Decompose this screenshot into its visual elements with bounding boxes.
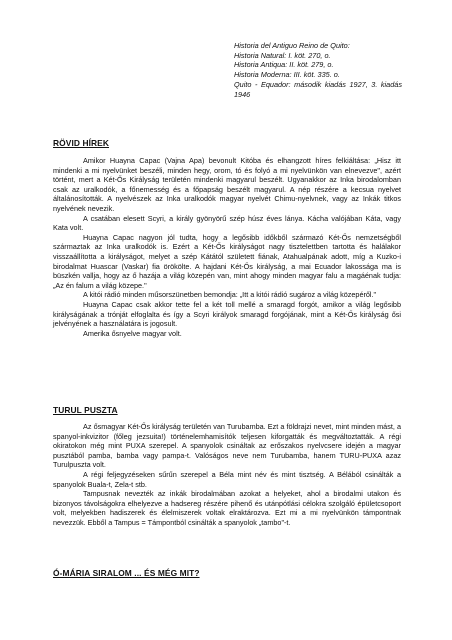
section-body-rovid-hirek [53, 156, 401, 338]
reference-line: Historia del Antiguo Reino de Quito: [234, 41, 350, 50]
section-heading-turul-puszta: TURUL PUSZTA [53, 405, 118, 415]
paragraph: Huayna Capac csak akkor tette fel a két toll mellé a smaragd forgót, amikor a világ legősibb királyságának a trónját elfoglalta és így a Scyri királyok smaragd forgójának, mint a Két-Ős királyság ősi jelvényének a használatára is jogosult. [53, 299, 401, 329]
paragraph: A csatában elesett Scyri, a király gyönyörű szép húsz éves lánya. Kácha valójában Káta, vagy Kata volt. [53, 213, 401, 233]
section-heading-rovid-hirek: RÖVID HÍREK [53, 138, 110, 148]
bibliography-references [234, 41, 402, 99]
paragraph: A régi feljegyzéseken sűrűn szerepel a Béla mint név és mint tisztség. A Bélából csinálták a spanyolok Buala-t, Zela-t stb. [53, 469, 401, 489]
paragraph: A kitói rádió minden műsorszünetben bemondja: „Itt a kitói rádió sugároz a világ közepéről." [83, 290, 377, 300]
reference-line: Quito - Equador: második kiadás 1927, 3. kiadás 1946 [234, 79, 402, 99]
section-heading-o-maria-siralom: Ó-MÁRIA SIRALOM ... ÉS MÉG MIT? [53, 568, 200, 578]
paragraph: Amikor Huayna Capac (Vajna Apa) bevonult Kitóba és elhangzott híres felkiáltása: „Hisz itt mindenki a mi nyelvünket beszéli, minden hegy, orom, tó és folyó a mi nyelvünkön van elnevezve", azért történt, mert a Két-Ős Királyság területén mindenki magyarul beszélt. Ugyanakkor az Inka birodalomban csak az uralkodók, a főnemesség és a főpapság beszélt magyarul. A nép részére a kecsua nyelvet általánosították. A nyelvészek az Inka uralkodók magyar nyelvét Chimu-nyelvnek, vagy az Inkák titkos nyelvének nevezik. [53, 156, 401, 213]
reference-line: Historia Moderna: III. köt. 335. o. [234, 70, 340, 80]
reference-line: Historia Antiqua: II. köt. 279, o. [234, 60, 334, 70]
section-body-turul-puszta [53, 422, 401, 528]
paragraph: Tampusnak nevezték az inkák birodalmában azokat a helyeket, ahol a birodalmi utakon és bizonyos távolságokra elhelyezve a hadsereg részére pihenő és utánpótlási célokra szolgáló épületcsoport volt, melyekben hadiszerek és élelmiszerek voltak elraktározva. Ezt mi a mi nyelvünkön támpontnak nevezzük. Ebből a Tampus = Támpontból csinálták a spanyolok „tambo"-t. [53, 489, 401, 527]
paragraph: Amerika ősnyelve magyar volt. [83, 328, 182, 338]
paragraph: Huayna Capac nagyon jól tudta, hogy a legősibb időkből származó Két-Ős nemzetségből származtak az Inka uralkodók is. Ezért a Két-Ős királyságot nagy tisztelettben tartotta és halálakor visszaállította a királyságot, melyet a szép Kátától született fiának, Atahualpának adott, míg a Kuzko-i birodalmat Huascar (Vaskar) fia örökölte. A hajdani Két-Ős királyság, a mai Ecuador lakossága ma is büszkén vallja, hogy az ő hazája a világ közepén van, mint ahogy minden magyar falu a magáénak tudja: „Az én falum a világ közepe." [53, 232, 401, 290]
reference-line: Historia Natural: I. köt. 270, o. [234, 50, 331, 60]
paragraph: Az ősmagyar Két-Ős királyság területén van Turubamba. Ezt a földrajzi nevet, mint minden mást, a spanyol-inkvizitor (főleg jezsuita!) történelemhamisítók teljesen kiforgatták és megváltoztatták. A régi okiratokon még mint PUXA szerepel. A spanyolok csináltak az erőszakos nyelvcsere idején a magyar pusztából pamba, bamba vagy pampa-t. Valóságos neve nem Turubamba, hanem TURU-PUXA azaz Turulpuszta volt. [53, 422, 401, 470]
